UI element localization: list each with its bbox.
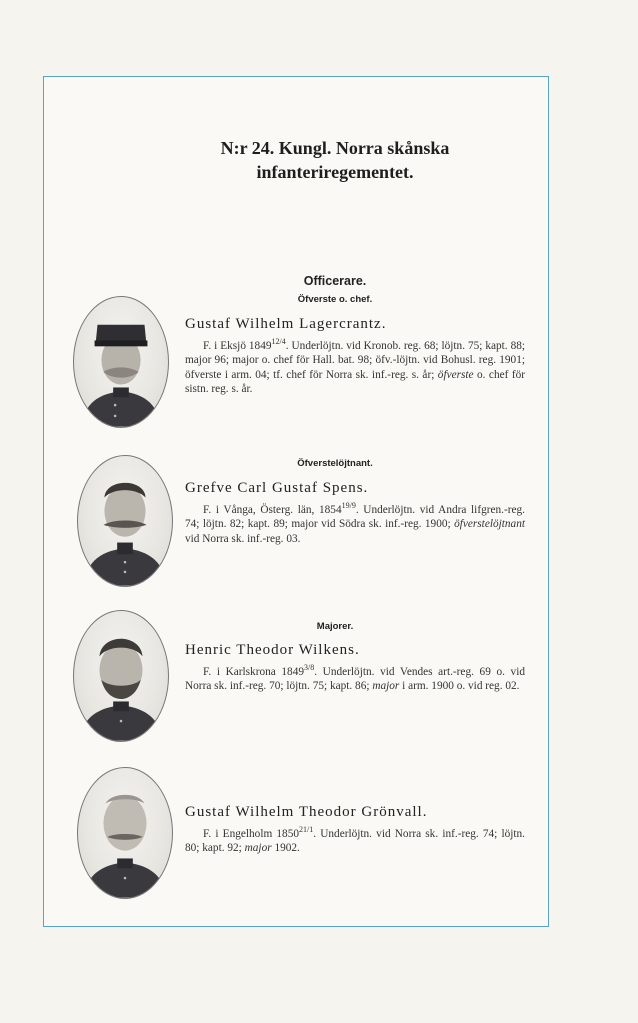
bio-text: . Underlöjtn. vid Vendes art.-reg. 69 o. vid Norra sk. inf.-reg. 70; löjtn. 75; kapt. 86; [185, 665, 525, 693]
bio-text: F. i Karlskrona 1849 [203, 665, 304, 678]
officer-name: Grefve Carl Gustaf Spens. [185, 480, 369, 496]
officer-name: Gustaf Wilhelm Theodor Grönvall. [185, 804, 428, 820]
officer-bio [185, 335, 525, 397]
entry-wilkens [185, 640, 525, 694]
officer-bio [185, 661, 525, 694]
page-title [150, 136, 520, 184]
officer-bio [185, 499, 525, 546]
officer-bio [185, 823, 525, 856]
bio-current-rank: major [244, 842, 272, 855]
bio-text: F. i Engelholm 1850 [203, 827, 300, 840]
bio-text: o. chef för sistn. reg. s. år. [185, 368, 525, 396]
entry-gronvall [185, 802, 525, 856]
portrait-wilkens [73, 610, 169, 742]
rank-heading-lieutenant-colonel: Öfverstelöjtnant. [297, 458, 373, 469]
title-line-2: infanteriregementet. [256, 162, 414, 182]
bio-text: i arm. 1900 o. vid reg. 02. [399, 680, 520, 693]
bio-text: F. i Vånga, Österg. län, 1854 [203, 503, 342, 516]
bio-text: . Underlöjtn. vid Kronob. reg. 68; löjtn. 75; kapt. 88; major 96; major o. chef för Hall. bat. 98; öfv.-löjtn. vid Bohusl. reg. 1901; öfverste i arm. 04; tf. chef för Norra sk. inf.-reg. s. år; [185, 339, 526, 381]
rank-heading-majors: Majorer. [316, 621, 354, 632]
rank-heading-colonel: Öfverste o. chef. [297, 294, 373, 305]
portrait-lagercrantz [73, 296, 169, 428]
portrait-gronvall [77, 767, 173, 899]
bio-current-rank: major [372, 680, 400, 693]
entry-lagercrantz [185, 314, 525, 397]
officer-name: Henric Theodor Wilkens. [185, 642, 360, 658]
section-heading-officers: Officerare. [303, 274, 367, 288]
title-line-1: N:r 24. Kungl. Norra skånska [220, 138, 450, 158]
bio-birth-date: 19/9 [341, 501, 356, 510]
bio-text: . Underlöjtn. vid Andra lifgren.-reg. 74; löjtn. 82; kapt. 89; major vid Södra sk. inf.-reg. 1900; [185, 503, 525, 531]
bio-text: vid Norra sk. inf.-reg. 03. [185, 532, 301, 545]
entry-spens [185, 478, 525, 546]
portrait-spens [77, 455, 173, 587]
bio-birth-date: 3/8 [304, 663, 315, 672]
bio-birth-date: 12/4 [271, 337, 286, 346]
bio-text: . Underlöjtn. vid Norra sk. inf.-reg. 74; löjtn. 80; kapt. 92; [185, 827, 526, 855]
officer-name: Gustaf Wilhelm Lagercrantz. [185, 316, 387, 332]
bio-birth-date: 21/1 [299, 825, 314, 834]
bio-current-rank: öfverste [437, 368, 474, 381]
bio-text: F. i Eksjö 1849 [203, 339, 272, 352]
bio-current-rank: öfverstelöjtnant [454, 518, 525, 531]
bio-text: 1902. [271, 842, 300, 855]
